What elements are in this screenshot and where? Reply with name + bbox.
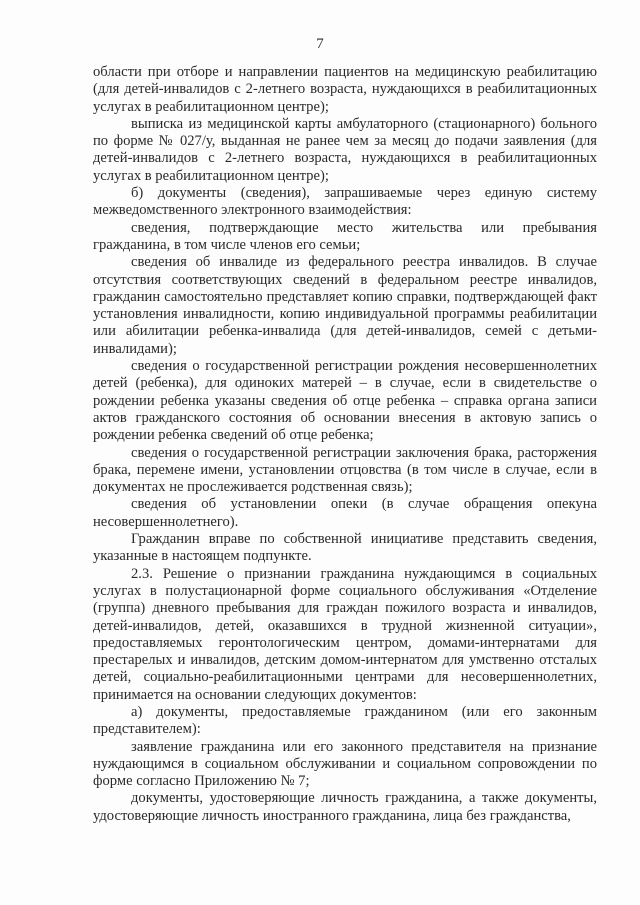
paragraph: Гражданин вправе по собственной инициативе представить сведения, указанные в настоящем подпункте. xyxy=(93,531,597,565)
paragraph: сведения об инвалиде из федерального реестра инвалидов. В случае отсутствия соответствующих сведений в федеральном реестре инвалидов, гражданин самостоятельно представляет копию справки, подтверждающей факт установления инвалидности, копию индивидуальной программы реабилитации или абилитации ребенка-инвалида (для детей-инвалидов, семей с детьми-инвалидами); xyxy=(93,254,597,357)
paragraph: области при отборе и направлении пациентов на медицинскую реабилитацию (для детей-инвалидов с 2-летнего возраста, нуждающихся в реабилитационных услугах в реабилитационном центре); xyxy=(93,64,597,115)
paragraph: сведения о государственной регистрации заключения брака, расторжения брака, перемене имени, установлении отцовства (в том числе в случае, если в документах не прослеживается родственная связь); xyxy=(93,444,597,496)
paragraph: сведения, подтверждающие место жительства или пребывания гражданина, в том числе членов его семьи; xyxy=(93,219,597,253)
paragraph: 2.3. Решение о признании гражданина нуждающимся в социальных услугах в полустационарной форме социального обслуживания «Отделение (группа) дневного пребывания для граждан пожилого возраста и инвалидов, детей-инвалидов, детей, оказавшихся в трудной жизненной ситуации», предоставляемых геронтологическим центром, домами-интернатами для престарелых и инвалидов, детским домом-интернатом для умственно отсталых детей, социально-реабилитационными центрами для несовершеннолетних, принимается на основании следующих документов: xyxy=(93,565,597,703)
paragraph: сведения о государственной регистрации рождения несовершеннолетних детей (ребенка), для одиноких матерей – в случае, если в свидетельстве о рождении ребенка указаны сведения об отце ребенка – справка органа записи актов гражданского состояния об основании внесения в актовую запись о рождении ребенка сведений об отце ребенка; xyxy=(93,358,597,444)
paragraph: выписка из медицинской карты амбулаторного (стационарного) больного по форме № 027/у, выданная не ранее чем за месяц до подачи заявления (для детей-инвалидов с 2-летнего возраста, нуждающихся в реабилитационных услугах в реабилитационном центре); xyxy=(93,115,597,184)
paragraph: б) документы (сведения), запрашиваемые через единую систему межведомственного электронного взаимодействия: xyxy=(93,185,597,219)
page-number: 7 xyxy=(316,36,324,52)
document-body xyxy=(93,64,597,825)
paragraph: сведения об установлении опеки (в случае обращения опекуна несовершеннолетнего). xyxy=(93,496,597,530)
paragraph: документы, удостоверяющие личность гражданина, а также документы, удостоверяющие личность иностранного гражданина, лица без гражданства, xyxy=(93,790,597,824)
paragraph: заявление гражданина или его законного представителя на признание нуждающимся в социальном обслуживании и социальном сопровождении по форме согласно Приложению № 7; xyxy=(93,738,597,790)
paragraph: а) документы, предоставляемые гражданином (или его законным представителем): xyxy=(93,703,597,738)
